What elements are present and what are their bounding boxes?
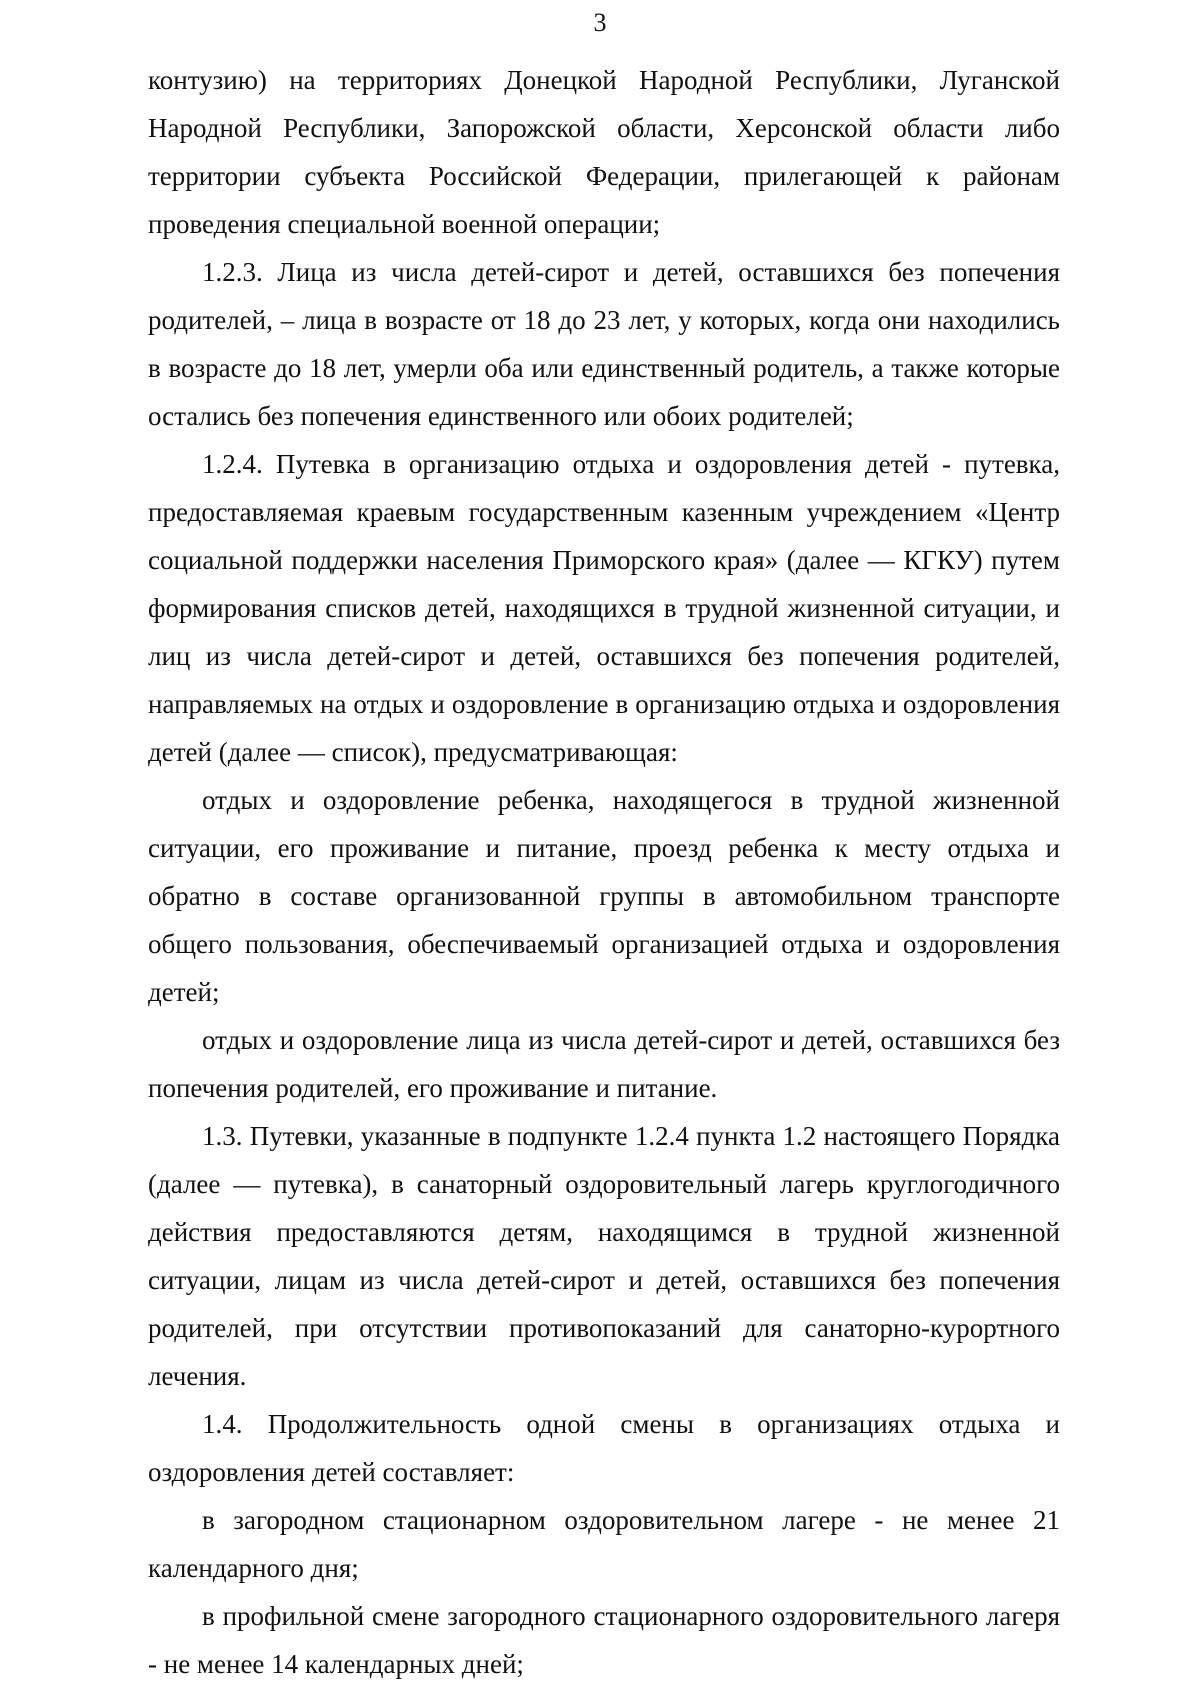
paragraph-orphan-rest: отдых и оздоровление лица из числа детей-сирот и детей, оставшихся без попечения родителей, его проживание и питание. (148, 1025, 1060, 1103)
paragraph-1-4: 1.4. Продолжительность одной смены в организациях отдыха и оздоровления детей составляет: (148, 1409, 1060, 1487)
page-number: 3 (593, 8, 607, 37)
paragraph-1-3: 1.3. Путевки, указанные в подпункте 1.2.4 пункта 1.2 настоящего Порядка (далее — путевка), в санаторный оздоровительный лагерь круглогодичного действия предоставляются детям, находящимся в трудной жизненной ситуации, лицам из числа детей-сирот и детей, оставшихся без попечения родителей, при отсутствии противопоказаний для санаторно-курортного лечения. (148, 1121, 1060, 1391)
paragraph-continuation: контузию) на территориях Донецкой Народной Республики, Луганской Народной Республики, Запорожской области, Херсонской области либо территории субъекта Российской Федерации, прилегающей к районам проведения специальной военной операции; (148, 65, 1060, 239)
paragraph-child-rest: отдых и оздоровление ребенка, находящегося в трудной жизненной ситуации, его проживание и питание, проезд ребенка к месту отдыха и обратно в составе организованной группы в автомобильном транспорте общего пользования, обеспечиваемый организацией отдыха и оздоровления детей; (148, 785, 1060, 1007)
paragraph-1-2-4: 1.2.4. Путевка в организацию отдыха и оздоровления детей - путевка, предоставляемая краевым государственным казенным учреждением «Центр социальной поддержки населения Приморского края» (далее — КГКУ) путем формирования списков детей, находящихся в трудной жизненной ситуации, и лиц из числа детей-сирот и детей, оставшихся без попечения родителей, направляемых на отдых и оздоровление в организацию отдыха и оздоровления детей (далее — список), предусматривающая: (148, 449, 1060, 767)
paragraph-country-camp: в загородном стационарном оздоровительном лагере - не менее 21 календарного дня; (148, 1505, 1060, 1583)
paragraph-profile-shift: в профильной смене загородного стационарного оздоровительного лагеря - не менее 14 календарных дней; (148, 1601, 1060, 1679)
document-body (148, 56, 1060, 1688)
paragraph-1-2-3: 1.2.3. Лица из числа детей-сирот и детей, оставшихся без попечения родителей, – лица в возрасте от 18 до 23 лет, у которых, когда они находились в возрасте до 18 лет, умерли оба или единственный родитель, а также которые остались без попечения единственного или обоих родителей; (148, 257, 1060, 431)
